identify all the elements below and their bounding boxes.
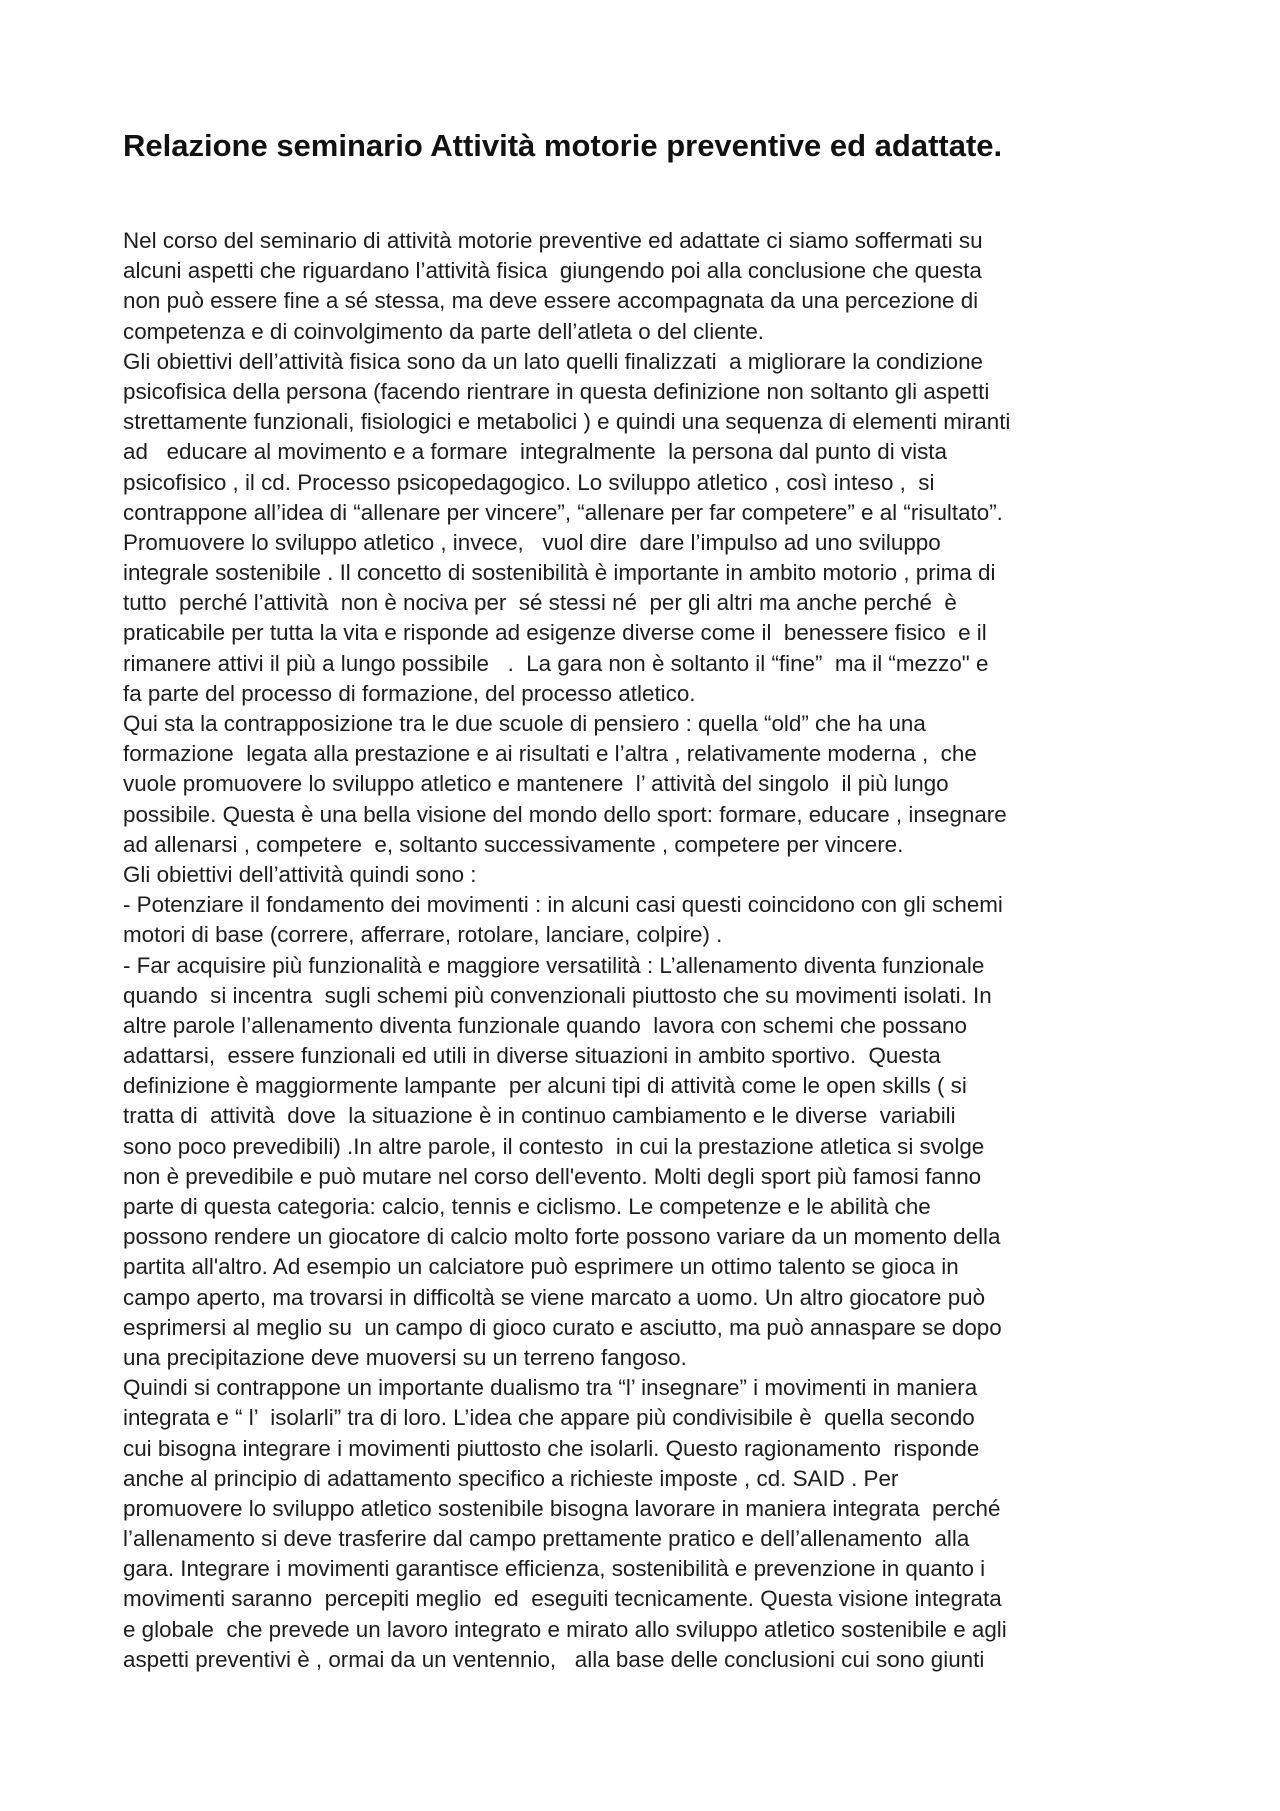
body-text-line: Quindi si contrappone un importante dualismo tra “l’ insegnare” i movimenti in maniera <box>123 1375 978 1401</box>
body-text-line: quando si incentra sugli schemi più convenzionali piuttosto che su movimenti isolati. In <box>123 982 992 1008</box>
body-text-line: motori di base (correre, afferrare, rotolare, lanciare, colpire) . <box>123 922 723 948</box>
body-text-line: cui bisogna integrare i movimenti piuttosto che isolarli. Questo ragionamento risponde <box>123 1435 980 1461</box>
body-text-line: possono rendere un giocatore di calcio molto forte possono variare da un momento della <box>123 1224 1001 1250</box>
body-text-line: integrale sostenibile . Il concetto di sostenibilità è importante in ambito motorio , prima di <box>123 560 996 586</box>
body-text-line: fa parte del processo di formazione, del processo atletico. <box>123 680 696 706</box>
body-text-line: alcuni aspetti che riguardano l’attività fisica giungendo poi alla conclusione che questa <box>123 258 982 284</box>
body-text-line: competenza e di coinvolgimento da parte dell’atleta o del cliente. <box>123 318 765 344</box>
body-text-line: Gli obiettivi dell’attività fisica sono da un lato quelli finalizzati a migliorare la condizione <box>123 348 983 374</box>
body-text-line: contrappone all’idea di “allenare per vincere”, “allenare per far competere” e al “risultato”. <box>123 499 1003 525</box>
body-text-line: definizione è maggiormente lampante per alcuni tipi di attività come le open skills ( si <box>123 1073 967 1099</box>
body-text-line: integrata e “ l’ isolarli” tra di loro. L’idea che appare più condivisibile è quella secondo <box>123 1405 975 1431</box>
body-text-line: campo aperto, ma trovarsi in difficoltà se viene marcato a uomo. Un altro giocatore può <box>123 1284 986 1310</box>
body-text-line: tratta di attività dove la situazione è in continuo cambiamento e le diverse variabili <box>123 1103 956 1129</box>
body-text-line: psicofisico , il cd. Processo psicopedagogico. Lo sviluppo atletico , così inteso , si <box>123 469 935 495</box>
body-text-line: - Far acquisire più funzionalità e maggiore versatilità : L’allenamento diventa funzionale <box>123 952 985 978</box>
body-text-line: rimanere attivi il più a lungo possibile . La gara non è soltanto il “fine” ma il “mezzo" e <box>123 650 989 676</box>
body-text-line: esprimersi al meglio su un campo di gioco curato e asciutto, ma può annaspare se dopo <box>123 1314 1002 1340</box>
body-text-line: praticabile per tutta la vita e risponde ad esigenze diverse come il benessere fisico e il <box>123 620 987 646</box>
body-text-line: aspetti preventivi è , ormai da un ventennio, alla base delle conclusioni cui sono giunti <box>123 1646 985 1672</box>
body-text-line: strettamente funzionali, fisiologici e metabolici ) e quindi una sequenza di elementi miranti <box>123 409 1011 435</box>
body-text-line: altre parole l’allenamento diventa funzionale quando lavora con schemi che possano <box>123 1012 967 1038</box>
body-text-line: sono poco prevedibili) .In altre parole, il contesto in cui la prestazione atletica si svolge <box>123 1133 985 1159</box>
body-text-line: vuole promuovere lo sviluppo atletico e mantenere l’ attività del singolo il più lungo <box>123 771 949 797</box>
body-text-line: una precipitazione deve muoversi su un terreno fangoso. <box>123 1344 687 1370</box>
body-text-line: movimenti saranno percepiti meglio ed eseguiti tecnicamente. Questa visione integrata <box>123 1586 1002 1612</box>
body-text-line: - Potenziare il fondamento dei movimenti : in alcuni casi questi coincidono con gli schemi <box>123 892 1003 918</box>
body-text-line: Promuovere lo sviluppo atletico , invece, vuol dire dare l’impulso ad uno sviluppo <box>123 529 941 555</box>
body-text-line: anche al principio di adattamento specifico a richieste imposte , cd. SAID . Per <box>123 1465 899 1491</box>
body-text-line: partita all'altro. Ad esempio un calciatore può esprimere un ottimo talento se gioca in <box>123 1254 959 1280</box>
body-text-line: gara. Integrare i movimenti garantisce efficienza, sostenibilità e prevenzione in quanto i <box>123 1556 986 1582</box>
body-text-line: formazione legata alla prestazione e ai risultati e l’altra , relativamente moderna , che <box>123 741 977 767</box>
body-text-line: ad educare al movimento e a formare integralmente la persona dal punto di vista <box>123 439 947 465</box>
document-body <box>123 226 1203 1675</box>
body-text-line: parte di questa categoria: calcio, tennis e ciclismo. Le competenze e le abilità che <box>123 1194 931 1219</box>
body-text-line: e globale che prevede un lavoro integrato e mirato allo sviluppo atletico sostenibile e agli <box>123 1616 1007 1642</box>
body-text-line: Nel corso del seminario di attività motorie preventive ed adattate ci siamo soffermati su <box>123 228 983 253</box>
body-text-line: Qui sta la contrapposizione tra le due scuole di pensiero : quella “old” che ha una <box>123 711 926 736</box>
body-text-line: non è prevedibile e può mutare nel corso dell'evento. Molti degli sport più famosi fanno <box>123 1163 982 1189</box>
body-text-line: l’allenamento si deve trasferire dal campo prettamente pratico e dell’allenamento alla <box>123 1526 970 1552</box>
body-text-line: adattarsi, essere funzionali ed utili in diverse situazioni in ambito sportivo. Questa <box>123 1043 941 1069</box>
body-text-line: Gli obiettivi dell’attività quindi sono : <box>123 861 477 887</box>
body-text-line: non può essere fine a sé stessa, ma deve essere accompagnata da una percezione di <box>123 288 979 314</box>
document-title: Relazione seminario Attività motorie preventive ed adattate. <box>123 128 1003 163</box>
body-text-line: promuovere lo sviluppo atletico sostenibile bisogna lavorare in maniera integrata perché <box>123 1495 1001 1521</box>
body-text-line: possibile. Questa è una bella visione del mondo dello sport: formare, educare , insegnare <box>123 801 1007 827</box>
body-text-line: tutto perché l’attività non è nociva per sé stessi né per gli altri ma anche perché è <box>123 590 957 616</box>
body-text-line: ad allenarsi , competere e, soltanto successivamente , competere per vincere. <box>123 831 904 857</box>
body-text-line: psicofisica della persona (facendo rientrare in questa definizione non soltanto gli aspetti <box>123 378 990 404</box>
